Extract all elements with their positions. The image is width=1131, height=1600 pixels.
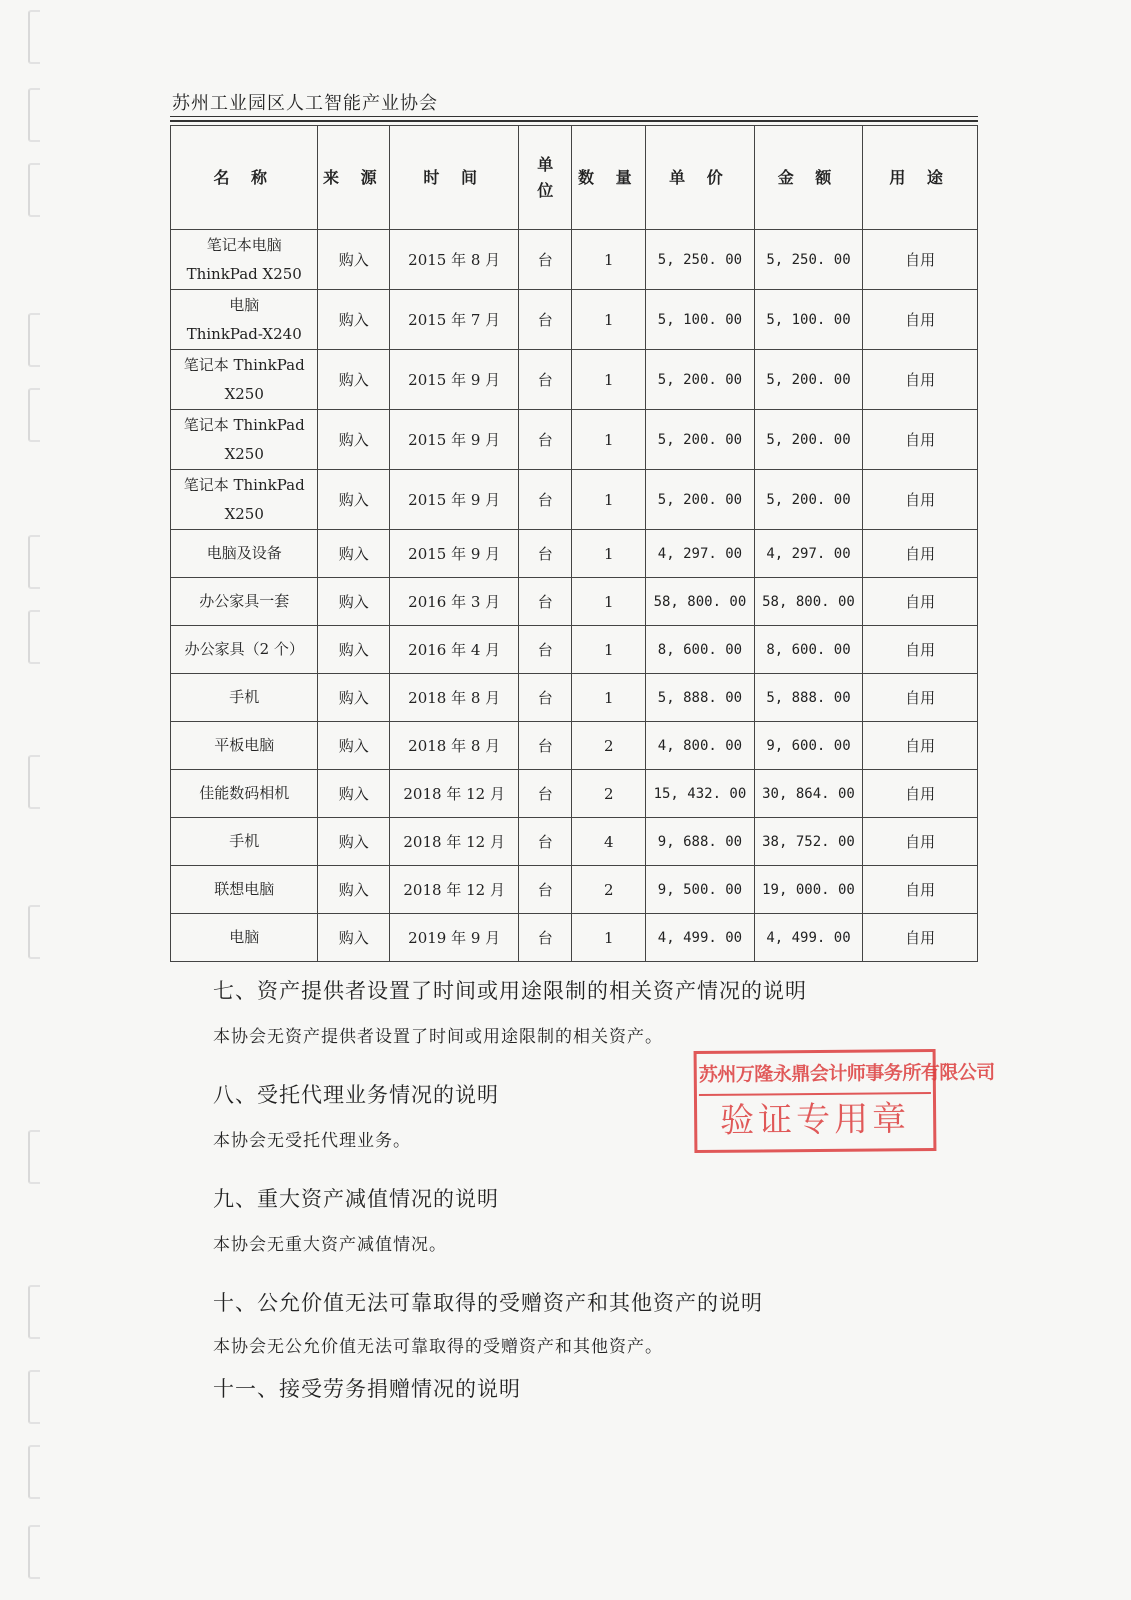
cell-amount: 4, 297. 00 — [754, 530, 863, 578]
cell-unit: 台 — [519, 770, 572, 818]
cell-qty: 1 — [572, 578, 646, 626]
section-heading-7: 七、资产提供者设置了时间或用途限制的相关资产情况的说明 — [213, 979, 807, 1003]
col-header-name: 名 称 — [171, 126, 318, 230]
cell-qty: 2 — [572, 866, 646, 914]
cell-source: 购入 — [318, 578, 390, 626]
cell-name-line: 电脑及设备 — [206, 544, 282, 562]
cell-time: 2016 年 4 月 — [390, 626, 519, 674]
section-text-10: 本协会无公允价值无法可靠取得的受赠资产和其他资产。 — [213, 1337, 663, 1357]
cell-use: 自用 — [863, 578, 978, 626]
cell-unit: 台 — [519, 722, 572, 770]
binding-mark — [28, 1130, 40, 1184]
section-text-9: 本协会无重大资产减值情况。 — [213, 1235, 447, 1255]
col-header-unit: 单 位 — [519, 126, 572, 230]
cell-name-line: X250 — [224, 384, 264, 403]
col-header-source: 来 源 — [318, 126, 390, 230]
cell-price: 8, 600. 00 — [646, 626, 755, 674]
section-text-8: 本协会无受托代理业务。 — [213, 1131, 411, 1151]
table-row — [171, 722, 978, 770]
binding-mark — [28, 610, 40, 664]
fixed-assets-table — [170, 125, 978, 962]
cell-qty: 1 — [572, 626, 646, 674]
cell-use: 自用 — [863, 722, 978, 770]
stamp-title: 验证专用章 — [719, 1099, 911, 1141]
cell-amount: 30, 864. 00 — [754, 770, 863, 818]
cell-time: 2015 年 9 月 — [390, 470, 519, 530]
cell-source: 购入 — [318, 818, 390, 866]
cell-use: 自用 — [863, 818, 978, 866]
cell-use: 自用 — [863, 290, 978, 350]
cell-time: 2019 年 9 月 — [390, 914, 519, 962]
cell-time: 2015 年 9 月 — [390, 530, 519, 578]
cell-name — [171, 578, 318, 626]
cell-name-line: 联想电脑 — [214, 880, 275, 898]
cell-use: 自用 — [863, 230, 978, 290]
section-heading-9: 九、重大资产减值情况的说明 — [213, 1187, 499, 1211]
cell-name-line: 笔记本 ThinkPad — [183, 475, 305, 494]
cell-name-line: 平板电脑 — [214, 736, 275, 754]
cell-price: 5, 888. 00 — [646, 674, 755, 722]
table-row — [171, 230, 978, 290]
binding-mark — [28, 88, 40, 142]
cell-amount: 58, 800. 00 — [754, 578, 863, 626]
cell-name — [171, 674, 318, 722]
cell-time: 2015 年 7 月 — [390, 290, 519, 350]
table-row — [171, 530, 978, 578]
cell-price: 15, 432. 00 — [646, 770, 755, 818]
cell-source: 购入 — [318, 722, 390, 770]
cell-source: 购入 — [318, 350, 390, 410]
cell-unit: 台 — [519, 866, 572, 914]
cell-qty: 1 — [572, 230, 646, 290]
cell-name-line: 笔记本电脑 — [206, 235, 282, 254]
cell-unit: 台 — [519, 818, 572, 866]
cell-name-line: X250 — [224, 504, 264, 523]
cell-price: 5, 250. 00 — [646, 230, 755, 290]
cell-unit: 台 — [519, 230, 572, 290]
cell-name-line: 办公家具一套 — [199, 592, 290, 610]
col-header-amount: 金 额 — [754, 126, 863, 230]
header-rule-thick — [170, 120, 978, 122]
cell-name — [171, 230, 318, 290]
cell-name — [171, 290, 318, 350]
cell-time: 2015 年 8 月 — [390, 230, 519, 290]
cell-name-line: ThinkPad X250 — [186, 264, 302, 283]
cell-time: 2016 年 3 月 — [390, 578, 519, 626]
table-row — [171, 818, 978, 866]
cell-name — [171, 530, 318, 578]
cell-qty: 1 — [572, 410, 646, 470]
cell-name — [171, 470, 318, 530]
cell-name — [171, 818, 318, 866]
cell-time: 2018 年 8 月 — [390, 722, 519, 770]
cell-name-line: 笔记本 ThinkPad — [183, 355, 305, 374]
cell-qty: 1 — [572, 470, 646, 530]
cell-name-line: X250 — [224, 444, 264, 463]
cell-amount: 5, 200. 00 — [754, 470, 863, 530]
cell-name — [171, 410, 318, 470]
binding-mark — [28, 388, 40, 442]
table-row — [171, 410, 978, 470]
cell-source: 购入 — [318, 770, 390, 818]
cell-name — [171, 914, 318, 962]
col-header-time: 时 间 — [390, 126, 519, 230]
cell-name-line: 笔记本 ThinkPad — [183, 415, 305, 434]
cell-qty: 2 — [572, 770, 646, 818]
cell-name-line: 办公家具（2 个） — [184, 640, 304, 658]
binding-mark — [28, 163, 40, 217]
cell-use: 自用 — [863, 530, 978, 578]
cell-source: 购入 — [318, 530, 390, 578]
cell-unit: 台 — [519, 530, 572, 578]
cell-name — [171, 722, 318, 770]
cell-use: 自用 — [863, 350, 978, 410]
cell-amount: 9, 600. 00 — [754, 722, 863, 770]
cell-unit: 台 — [519, 470, 572, 530]
cell-source: 购入 — [318, 626, 390, 674]
cell-qty: 2 — [572, 722, 646, 770]
cell-unit: 台 — [519, 914, 572, 962]
binding-mark — [28, 1370, 40, 1424]
cell-price: 4, 297. 00 — [646, 530, 755, 578]
cell-time: 2018 年 8 月 — [390, 674, 519, 722]
binding-mark — [28, 905, 40, 959]
cell-use: 自用 — [863, 770, 978, 818]
cell-name — [171, 770, 318, 818]
table-row — [171, 470, 978, 530]
cell-source: 购入 — [318, 674, 390, 722]
table-row — [171, 914, 978, 962]
cell-price: 9, 688. 00 — [646, 818, 755, 866]
cell-name — [171, 866, 318, 914]
cell-amount: 5, 888. 00 — [754, 674, 863, 722]
cell-amount: 8, 600. 00 — [754, 626, 863, 674]
stamp-company-name: 苏州万隆永鼎会计师事务所有限公司 — [699, 1054, 931, 1096]
cell-name-line: ThinkPad-X240 — [186, 324, 302, 343]
cell-price: 5, 200. 00 — [646, 410, 755, 470]
binding-mark — [28, 313, 40, 367]
cell-time: 2015 年 9 月 — [390, 410, 519, 470]
cell-qty: 1 — [572, 530, 646, 578]
binding-mark — [28, 1525, 40, 1579]
cell-source: 购入 — [318, 290, 390, 350]
cell-name-line: 手机 — [229, 832, 260, 850]
cell-amount: 5, 100. 00 — [754, 290, 863, 350]
cell-use: 自用 — [863, 866, 978, 914]
section-text-7: 本协会无资产提供者设置了时间或用途限制的相关资产。 — [213, 1027, 663, 1047]
binding-mark — [28, 10, 40, 64]
cell-time: 2018 年 12 月 — [390, 818, 519, 866]
cell-unit: 台 — [519, 578, 572, 626]
verification-stamp — [694, 1049, 995, 1153]
cell-price: 5, 200. 00 — [646, 470, 755, 530]
cell-use: 自用 — [863, 410, 978, 470]
cell-qty: 1 — [572, 914, 646, 962]
binding-margin — [0, 0, 60, 1600]
cell-unit: 台 — [519, 410, 572, 470]
table-row — [171, 350, 978, 410]
cell-price: 4, 800. 00 — [646, 722, 755, 770]
cell-name-line: 佳能数码相机 — [199, 784, 290, 802]
section-heading-11: 十一、接受劳务捐赠情况的说明 — [213, 1377, 521, 1401]
cell-time: 2018 年 12 月 — [390, 770, 519, 818]
cell-amount: 5, 200. 00 — [754, 410, 863, 470]
cell-unit: 台 — [519, 674, 572, 722]
col-header-qty: 数 量 — [572, 126, 646, 230]
cell-source: 购入 — [318, 410, 390, 470]
cell-time: 2015 年 9 月 — [390, 350, 519, 410]
table-header-row — [171, 126, 978, 230]
header-rule — [170, 116, 978, 117]
col-header-use: 用 途 — [863, 126, 978, 230]
cell-source: 购入 — [318, 866, 390, 914]
cell-amount: 5, 250. 00 — [754, 230, 863, 290]
cell-source: 购入 — [318, 230, 390, 290]
cell-price: 5, 200. 00 — [646, 350, 755, 410]
cell-qty: 1 — [572, 290, 646, 350]
cell-price: 5, 100. 00 — [646, 290, 755, 350]
section-heading-10: 十、公允价值无法可靠取得的受赠资产和其他资产的说明 — [213, 1291, 763, 1315]
cell-unit: 台 — [519, 626, 572, 674]
binding-mark — [28, 755, 40, 809]
cell-name-line: 手机 — [229, 688, 260, 706]
page-header: 苏州工业园区人工智能产业协会 — [172, 93, 438, 114]
cell-name-line: 电脑 — [229, 295, 260, 314]
cell-price: 4, 499. 00 — [646, 914, 755, 962]
cell-price: 9, 500. 00 — [646, 866, 755, 914]
table-row — [171, 866, 978, 914]
table-row — [171, 674, 978, 722]
cell-amount: 5, 200. 00 — [754, 350, 863, 410]
binding-mark — [28, 1285, 40, 1339]
col-header-price: 单 价 — [646, 126, 755, 230]
cell-qty: 4 — [572, 818, 646, 866]
cell-amount: 4, 499. 00 — [754, 914, 863, 962]
table-row — [171, 770, 978, 818]
table-row — [171, 578, 978, 626]
cell-use: 自用 — [863, 626, 978, 674]
cell-price: 58, 800. 00 — [646, 578, 755, 626]
cell-qty: 1 — [572, 350, 646, 410]
cell-use: 自用 — [863, 674, 978, 722]
binding-mark — [28, 535, 40, 589]
cell-name — [171, 350, 318, 410]
cell-unit: 台 — [519, 350, 572, 410]
table-row — [171, 290, 978, 350]
cell-amount: 38, 752. 00 — [754, 818, 863, 866]
binding-mark — [28, 1445, 40, 1499]
cell-use: 自用 — [863, 914, 978, 962]
section-heading-8: 八、受托代理业务情况的说明 — [213, 1083, 499, 1107]
cell-name — [171, 626, 318, 674]
cell-amount: 19, 000. 00 — [754, 866, 863, 914]
cell-time: 2018 年 12 月 — [390, 866, 519, 914]
cell-qty: 1 — [572, 674, 646, 722]
cell-use: 自用 — [863, 470, 978, 530]
cell-source: 购入 — [318, 914, 390, 962]
cell-name-line: 电脑 — [229, 928, 260, 946]
table-row — [171, 626, 978, 674]
cell-unit: 台 — [519, 290, 572, 350]
cell-source: 购入 — [318, 470, 390, 530]
